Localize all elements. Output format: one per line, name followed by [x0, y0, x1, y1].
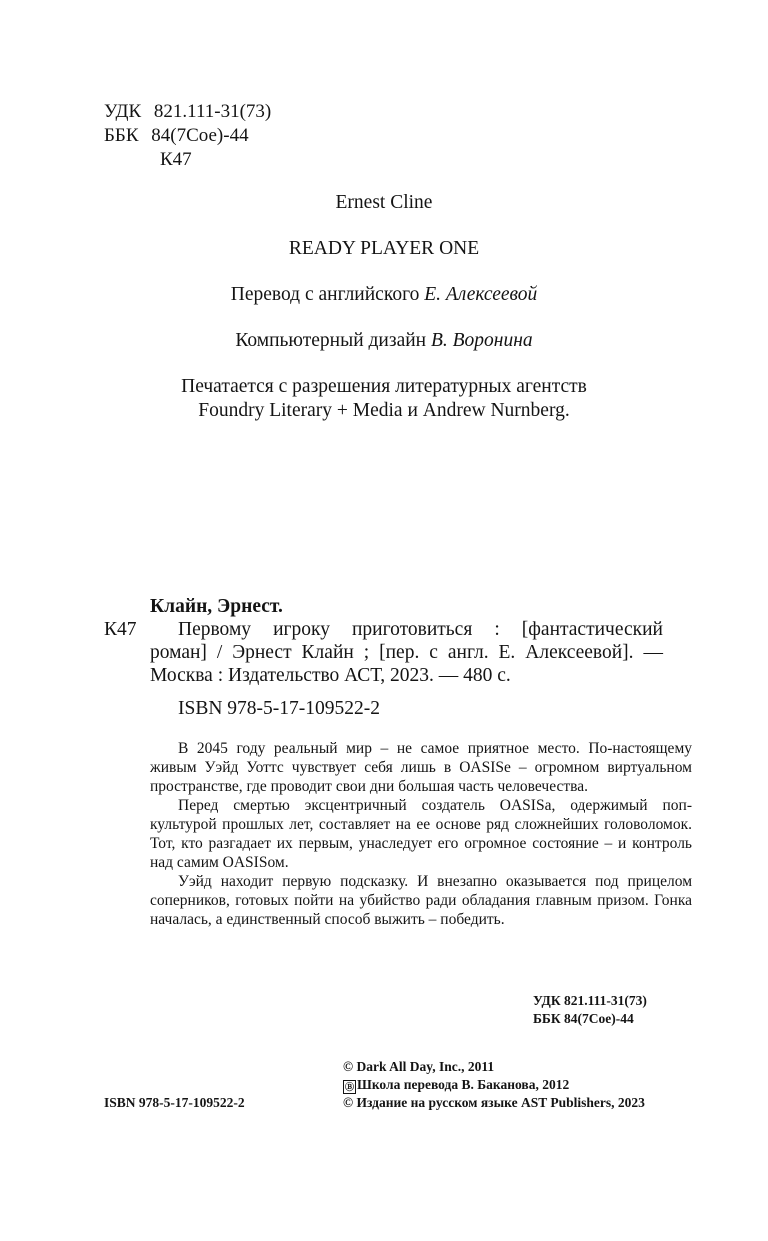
copyright-translation-icon: Ⓑ [344, 1082, 354, 1092]
bbk-line [104, 124, 249, 148]
biblio-author-heading: Клайн, Эрнест. [150, 596, 283, 617]
biblio-line-2: роман] / Эрнест Клайн ; [пер. с англ. Е. Алексеевой]. — [150, 642, 663, 663]
biblio-line-1: Первому игроку приготовиться : [фантастический [178, 619, 663, 640]
bbk-label: ББК [104, 125, 139, 146]
translation-prefix: Перевод с английского [230, 284, 420, 305]
annotation [150, 739, 692, 929]
annotation-paragraph: Перед смертью эксцентричный создатель OASISа, одержимый поп-культурой прошлых лет, составляет на ее основе ряд сложнейших головоломок. Тот, кто разгадает их первым, унаследует его огромное состояние – и контроль над самим OASISом. [150, 797, 692, 871]
biblio-isbn: ISBN 978-5-17-109522-2 [178, 698, 381, 719]
annotation-paragraph: Уэйд находит первую подсказку. И внезапно оказывается под прицелом соперников, готовых пойти на убийство ради обладания главным призом. Гонка началась, а единственный способ выжить – победить. [150, 873, 692, 928]
translation-credit [0, 283, 768, 307]
author-sign: К47 [160, 149, 192, 170]
bbk-value: 84(7Сое)-44 [151, 125, 249, 146]
copyright-line-3: © Издание на русском языке AST Publishers, 2023 [343, 1095, 645, 1110]
footer-bbk: ББК 84(7Сое)-44 [533, 1011, 634, 1026]
design-credit [0, 329, 768, 353]
biblio-sign: К47 [104, 619, 137, 640]
footer-udk: УДК 821.111-31(73) [533, 993, 647, 1008]
footer-isbn: ISBN 978-5-17-109522-2 [104, 1095, 245, 1110]
copyright-line-2 [343, 1076, 569, 1094]
udk-label: УДК [104, 101, 142, 122]
translator-name: Е. Алексеевой [424, 284, 538, 305]
biblio-line-3: Москва : Издательство АСТ, 2023. — 480 с. [150, 665, 511, 686]
copyright-line-1: © Dark All Day, Inc., 2011 [343, 1059, 495, 1074]
udk-value: 821.111-31(73) [153, 101, 272, 122]
designer-name: В. Воронина [430, 330, 533, 351]
author-original: Ernest Cline [335, 192, 433, 213]
copyright-line-2-text: Школа перевода В. Баканова, 2012 [357, 1077, 570, 1092]
permission-line-2: Foundry Literary + Media и Andrew Nurnberg. [198, 400, 570, 421]
title-original: READY PLAYER ONE [288, 238, 480, 259]
udk-line [104, 100, 271, 124]
permission-line-1: Печатается с разрешения литературных агентств [181, 376, 587, 397]
design-prefix: Компьютерный дизайн [235, 330, 427, 351]
annotation-paragraph: В 2045 году реальный мир – не самое приятное место. По-настоящему живым Уэйд Уоттс чувствует себя лишь в OASISе – огромном виртуальном пространстве, где проводит свои дни большая часть человечества. [150, 740, 692, 795]
